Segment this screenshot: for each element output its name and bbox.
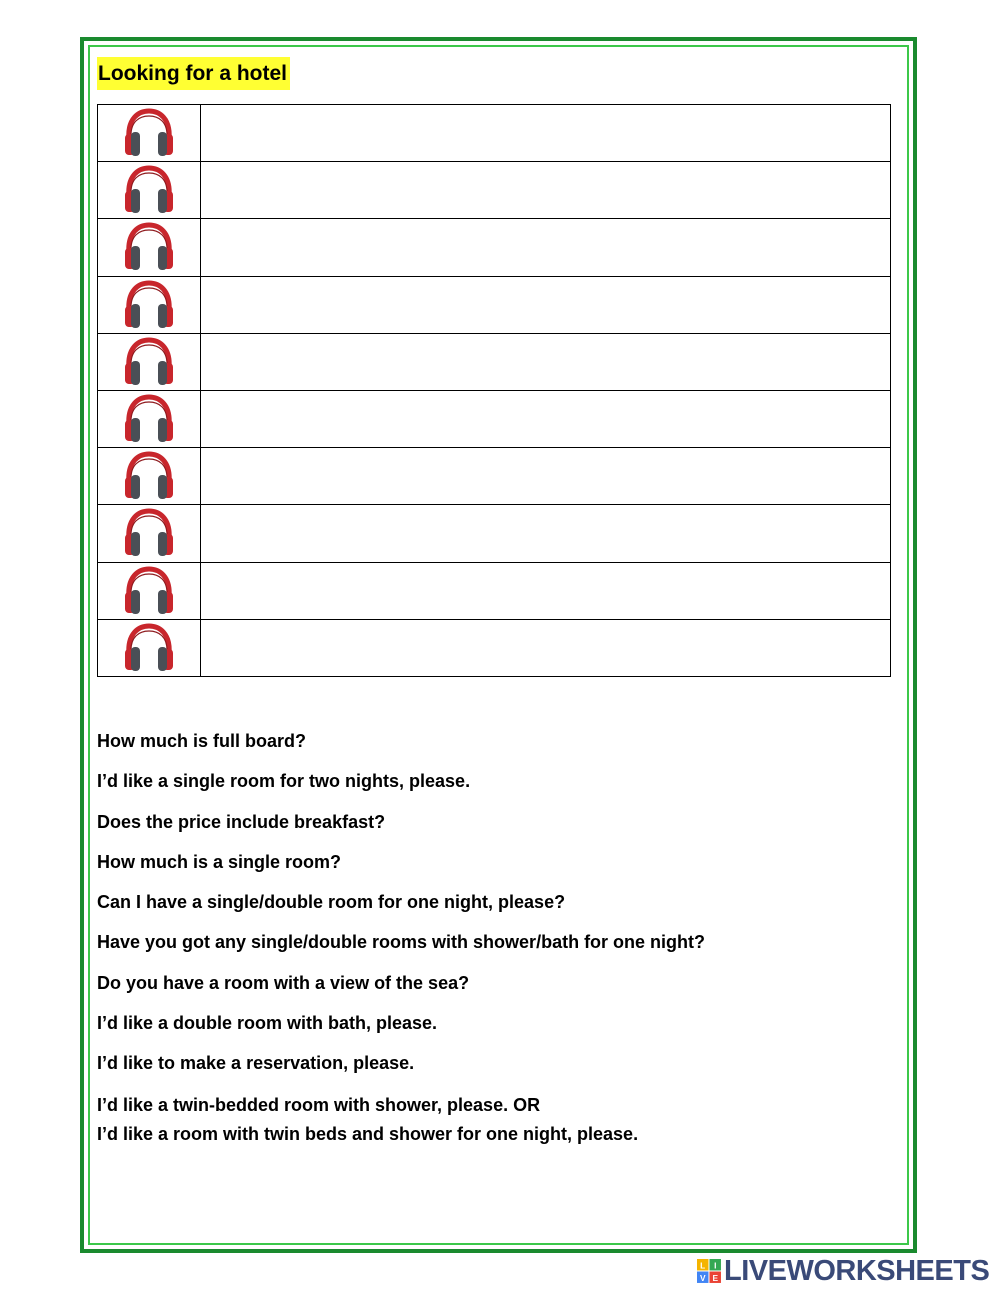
headphones-icon[interactable] — [122, 108, 176, 158]
audio-cell[interactable] — [98, 219, 201, 276]
headphones-icon[interactable] — [122, 623, 176, 673]
headphones-icon[interactable] — [122, 394, 176, 444]
audio-cell[interactable] — [98, 162, 201, 219]
headphones-icon[interactable] — [122, 337, 176, 387]
audio-cell[interactable] — [98, 505, 201, 562]
phrase-item: How much is a single room? — [97, 851, 342, 872]
worksheet-title: Looking for a hotel — [97, 57, 290, 90]
headphones-icon[interactable] — [122, 566, 176, 616]
listening-row — [98, 333, 891, 390]
answer-field[interactable] — [201, 448, 891, 505]
listening-row — [98, 390, 891, 447]
phrase-list — [97, 728, 897, 1149]
svg-text:E: E — [712, 1272, 719, 1283]
audio-cell[interactable] — [98, 105, 201, 162]
svg-text:I: I — [714, 1259, 717, 1270]
listening-row — [98, 448, 891, 505]
phrase-item: Do you have a room with a view of the sea? — [97, 972, 470, 993]
headphones-icon[interactable] — [122, 165, 176, 215]
phrase-item: I’d like a double room with bath, please. — [97, 1013, 438, 1034]
listening-row — [98, 276, 891, 333]
phrase-item: I’d like to make a reservation, please. — [97, 1053, 415, 1074]
answer-field[interactable] — [201, 390, 891, 447]
listening-row — [98, 619, 891, 676]
audio-cell[interactable] — [98, 276, 201, 333]
svg-text:L: L — [700, 1259, 706, 1270]
logo-text: LIVEWORKSHEETS — [724, 1255, 990, 1287]
phrase-item: Can I have a single/double room for one night, please? — [97, 892, 566, 913]
answer-field[interactable] — [201, 333, 891, 390]
listening-row — [98, 105, 891, 162]
headphones-icon[interactable] — [122, 222, 176, 272]
audio-cell[interactable] — [98, 333, 201, 390]
answer-field[interactable] — [201, 105, 891, 162]
answer-field[interactable] — [201, 276, 891, 333]
answer-field[interactable] — [201, 162, 891, 219]
svg-text:V: V — [699, 1272, 706, 1283]
answer-field[interactable] — [201, 562, 891, 619]
listening-table — [97, 104, 891, 677]
audio-cell[interactable] — [98, 390, 201, 447]
audio-cell[interactable] — [98, 562, 201, 619]
listening-row — [98, 219, 891, 276]
phrase-item: I’d like a room with twin beds and shower for one night, please. — [97, 1123, 639, 1144]
liveworksheets-logo — [697, 1256, 989, 1286]
logo-blocks-icon — [697, 1259, 722, 1284]
answer-field[interactable] — [201, 619, 891, 676]
headphones-icon[interactable] — [122, 280, 176, 330]
phrase-item: I’d like a twin-bedded room with shower, please. OR — [97, 1094, 541, 1115]
phrase-item: I’d like a single room for two nights, please. — [97, 771, 471, 792]
headphones-icon[interactable] — [122, 451, 176, 501]
answer-field[interactable] — [201, 505, 891, 562]
listening-row — [98, 505, 891, 562]
phrase-item: Have you got any single/double rooms with shower/bath for one night? — [97, 932, 706, 953]
listening-row — [98, 562, 891, 619]
phrase-item: How much is full board? — [97, 731, 307, 751]
audio-cell[interactable] — [98, 619, 201, 676]
listening-row — [98, 162, 891, 219]
answer-field[interactable] — [201, 219, 891, 276]
phrase-item: Does the price include breakfast? — [97, 811, 386, 832]
headphones-icon[interactable] — [122, 508, 176, 558]
audio-cell[interactable] — [98, 448, 201, 505]
